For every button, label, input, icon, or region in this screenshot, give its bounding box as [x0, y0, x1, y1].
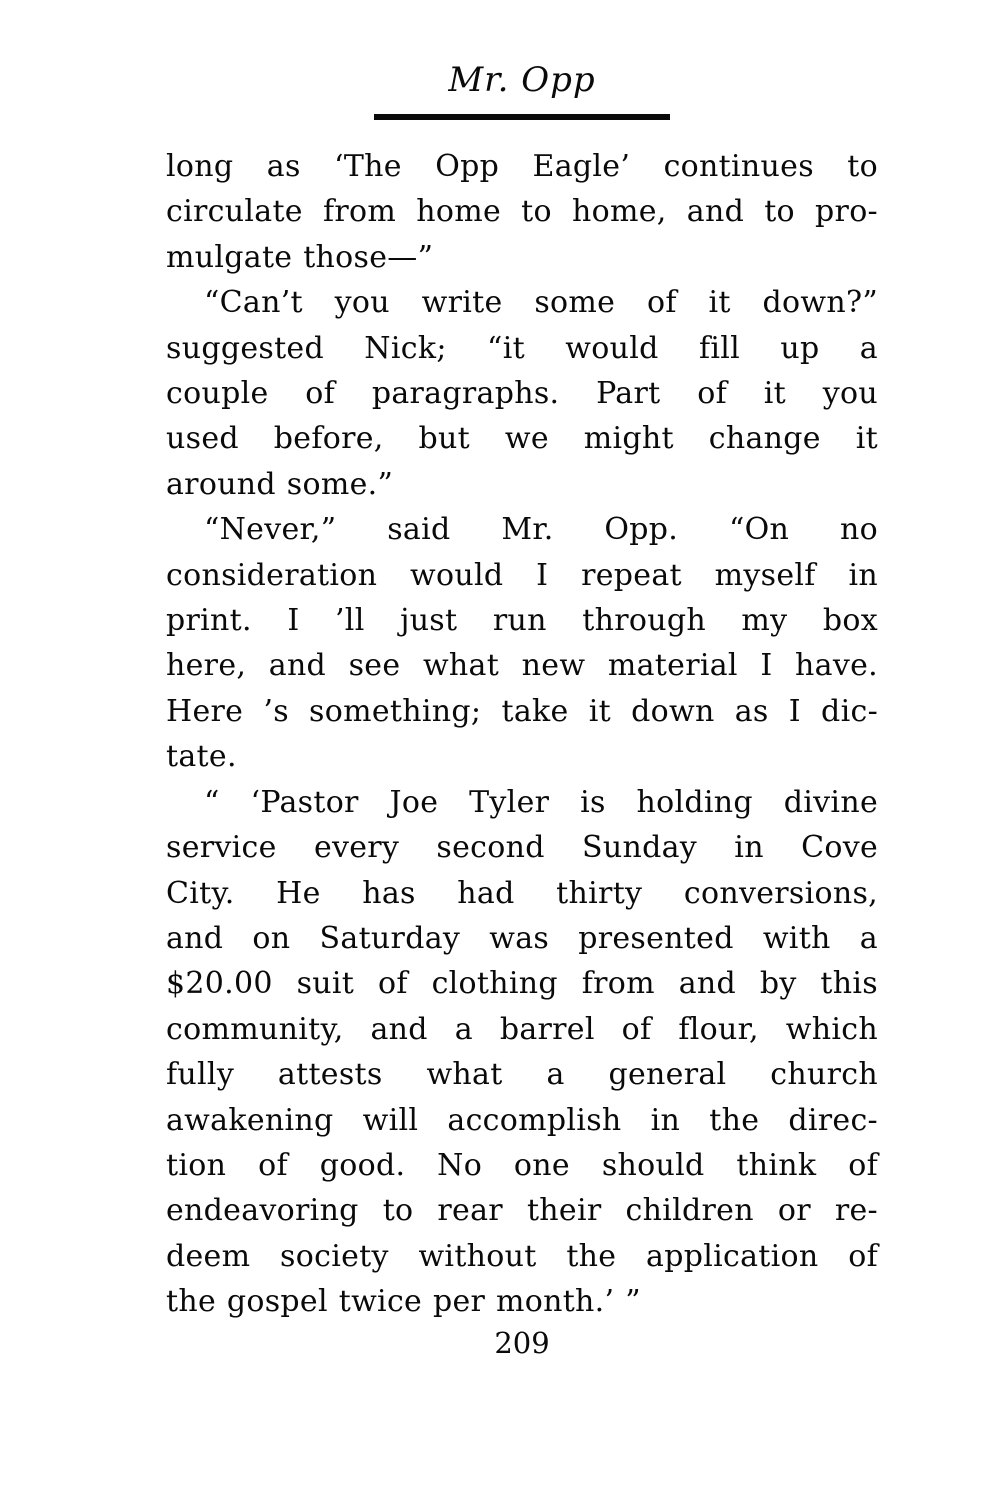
text-line: service every second Sunday in Cove [166, 830, 878, 866]
text-line: consideration would I repeat myself in [166, 557, 878, 593]
text-line: print. I ’ll just run through my box [166, 603, 878, 639]
text-line: long as ‘The Opp Eagle’ continues to [166, 149, 878, 184]
text-line: fully attests what a general church [166, 1057, 878, 1093]
text-line: $20.00 suit of clothing from and by this [166, 966, 878, 1002]
text-line: City. He has had thirty conversions, [166, 875, 878, 911]
text-line: suggested Nick; “it would fill up a [166, 330, 878, 366]
text-line: the gospel twice per month.’ ” [166, 1284, 641, 1320]
text-line: tate. [166, 739, 237, 775]
text-line: used before, but we might change it [166, 421, 878, 457]
text-line: Here ’s something; take it down as I dic- [166, 693, 878, 729]
page-body [166, 144, 878, 1325]
running-header-title: Mr. Opp [448, 60, 596, 100]
text-line: couple of paragraphs. Part of it you [166, 376, 878, 412]
text-line: endeavoring to rear their children or re- [166, 1193, 878, 1229]
text-line: deem society without the application of [166, 1238, 878, 1274]
text-line: awakening will accomplish in the direc- [166, 1102, 878, 1138]
text-column [166, 60, 878, 1325]
paragraph [166, 280, 878, 507]
text-line: around some.” [166, 466, 394, 502]
page-number: 209 [494, 1326, 550, 1360]
text-line: circulate from home to home, and to pro- [166, 194, 878, 230]
text-line: here, and see what new material I have. [166, 648, 878, 684]
text-line: tion of good. No one should think of [166, 1147, 878, 1183]
text-line: and on Saturday was presented with a [166, 920, 878, 956]
header-rule-divider [374, 114, 670, 120]
paragraph [166, 507, 878, 779]
paragraph [166, 144, 878, 280]
paragraph [166, 780, 878, 1325]
text-line: mulgate those—” [166, 239, 434, 275]
text-line: “Can’t you write some of it down?” [204, 285, 878, 321]
text-line: community, and a barrel of flour, which [166, 1011, 878, 1047]
text-line: “Never,” said Mr. Opp. “On no [204, 512, 878, 548]
text-line: “ ‘Pastor Joe Tyler is holding divine [204, 784, 878, 820]
